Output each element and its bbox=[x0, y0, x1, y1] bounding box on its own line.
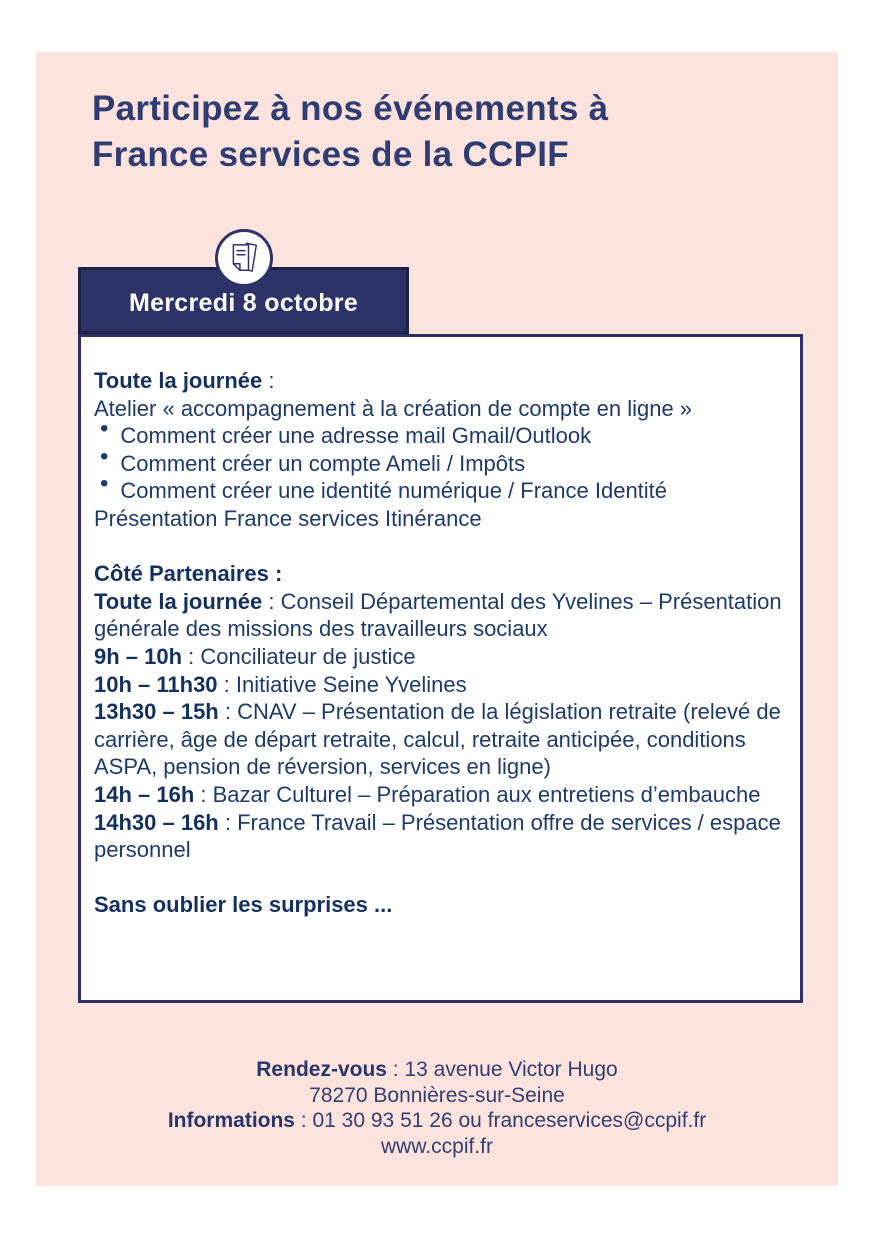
rendezvous-line bbox=[0, 1057, 874, 1083]
entry-time: 14h30 – 16h bbox=[94, 809, 219, 835]
atelier-line: Atelier « accompagnement à la création de compte en ligne » bbox=[94, 395, 693, 421]
schedule-entry bbox=[94, 643, 782, 671]
schedule-entry bbox=[94, 781, 782, 809]
closing-line bbox=[94, 891, 782, 919]
page-title-line2: France services de la CCPIF bbox=[92, 135, 569, 174]
entry-text: : Initiative Seine Yvelines bbox=[217, 671, 467, 697]
entry-time: 14h – 16h bbox=[94, 781, 195, 807]
schedule-entry bbox=[94, 671, 782, 699]
entry-text: : CNAV – Présentation de la législation retraite (relevé de carrière, âge de départ retraite, calcul, retraite anticipée, conditions ASPA, pension de réversion, services en ligne) bbox=[94, 699, 781, 780]
entry-text: : Conseil Départemental des Yvelines – Présentation générale des missions des travailleurs sociaux bbox=[94, 588, 782, 642]
schedule-entry bbox=[94, 698, 782, 781]
informations-line bbox=[0, 1108, 874, 1134]
entry-text: : Bazar Culturel – Préparation aux entretiens d’embauche bbox=[194, 781, 761, 807]
partners-heading bbox=[94, 560, 782, 588]
allday-heading bbox=[94, 367, 782, 395]
entry-text: : France Travail – Présentation offre de services / espace personnel bbox=[94, 809, 781, 863]
documents-badge bbox=[215, 229, 273, 287]
schedule-entry bbox=[94, 809, 782, 864]
list-item: • Comment créer une identité numérique / France Identité bbox=[100, 470, 668, 504]
partners-heading-label: Côté Partenaires : bbox=[94, 561, 283, 587]
closing-label: Sans oublier les surprises ... bbox=[94, 892, 393, 918]
bullet-text: Comment créer un compte Ameli / Impôts bbox=[120, 450, 526, 476]
informations-value: : 01 30 93 51 26 ou franceservices@ccpif.fr bbox=[294, 1109, 707, 1133]
bullet-text: Comment créer une adresse mail Gmail/Outlook bbox=[120, 423, 592, 449]
itinerance-line: Présentation France services Itinérance bbox=[94, 505, 482, 531]
footer-contact-block bbox=[0, 1057, 874, 1159]
date-banner-label: Mercredi 8 octobre bbox=[128, 289, 359, 317]
page-title-line1: Participez à nos événements à bbox=[92, 89, 609, 128]
website-line: www.ccpif.fr bbox=[380, 1134, 493, 1158]
entry-time: 13h30 – 15h bbox=[94, 699, 219, 725]
rendezvous-address: : 13 avenue Victor Hugo bbox=[386, 1058, 618, 1081]
entry-time: 10h – 11h30 bbox=[94, 671, 218, 697]
list-item: • Comment créer une adresse mail Gmail/Outlook bbox=[100, 415, 592, 449]
entry-time: Toute la journée bbox=[94, 588, 263, 614]
bullet-text: Comment créer une identité numérique / France Identité bbox=[120, 478, 668, 504]
list-item: • Comment créer un compte Ameli / Impôts bbox=[100, 442, 526, 476]
schedule-entry bbox=[94, 588, 782, 643]
address-line: 78270 Bonnières-sur-Seine bbox=[309, 1083, 565, 1107]
documents-icon bbox=[226, 239, 262, 277]
spacer bbox=[94, 533, 782, 561]
page-title bbox=[92, 86, 792, 178]
allday-heading-label: Toute la journée bbox=[94, 368, 263, 393]
rendezvous-label: Rendez-vous bbox=[256, 1058, 387, 1081]
entry-text: : Conciliateur de justice bbox=[182, 643, 416, 669]
schedule-box bbox=[78, 334, 803, 1003]
spacer bbox=[94, 864, 782, 892]
informations-label: Informations bbox=[167, 1109, 295, 1133]
entry-time: 9h – 10h bbox=[94, 643, 183, 669]
allday-heading-colon: : bbox=[262, 368, 275, 393]
